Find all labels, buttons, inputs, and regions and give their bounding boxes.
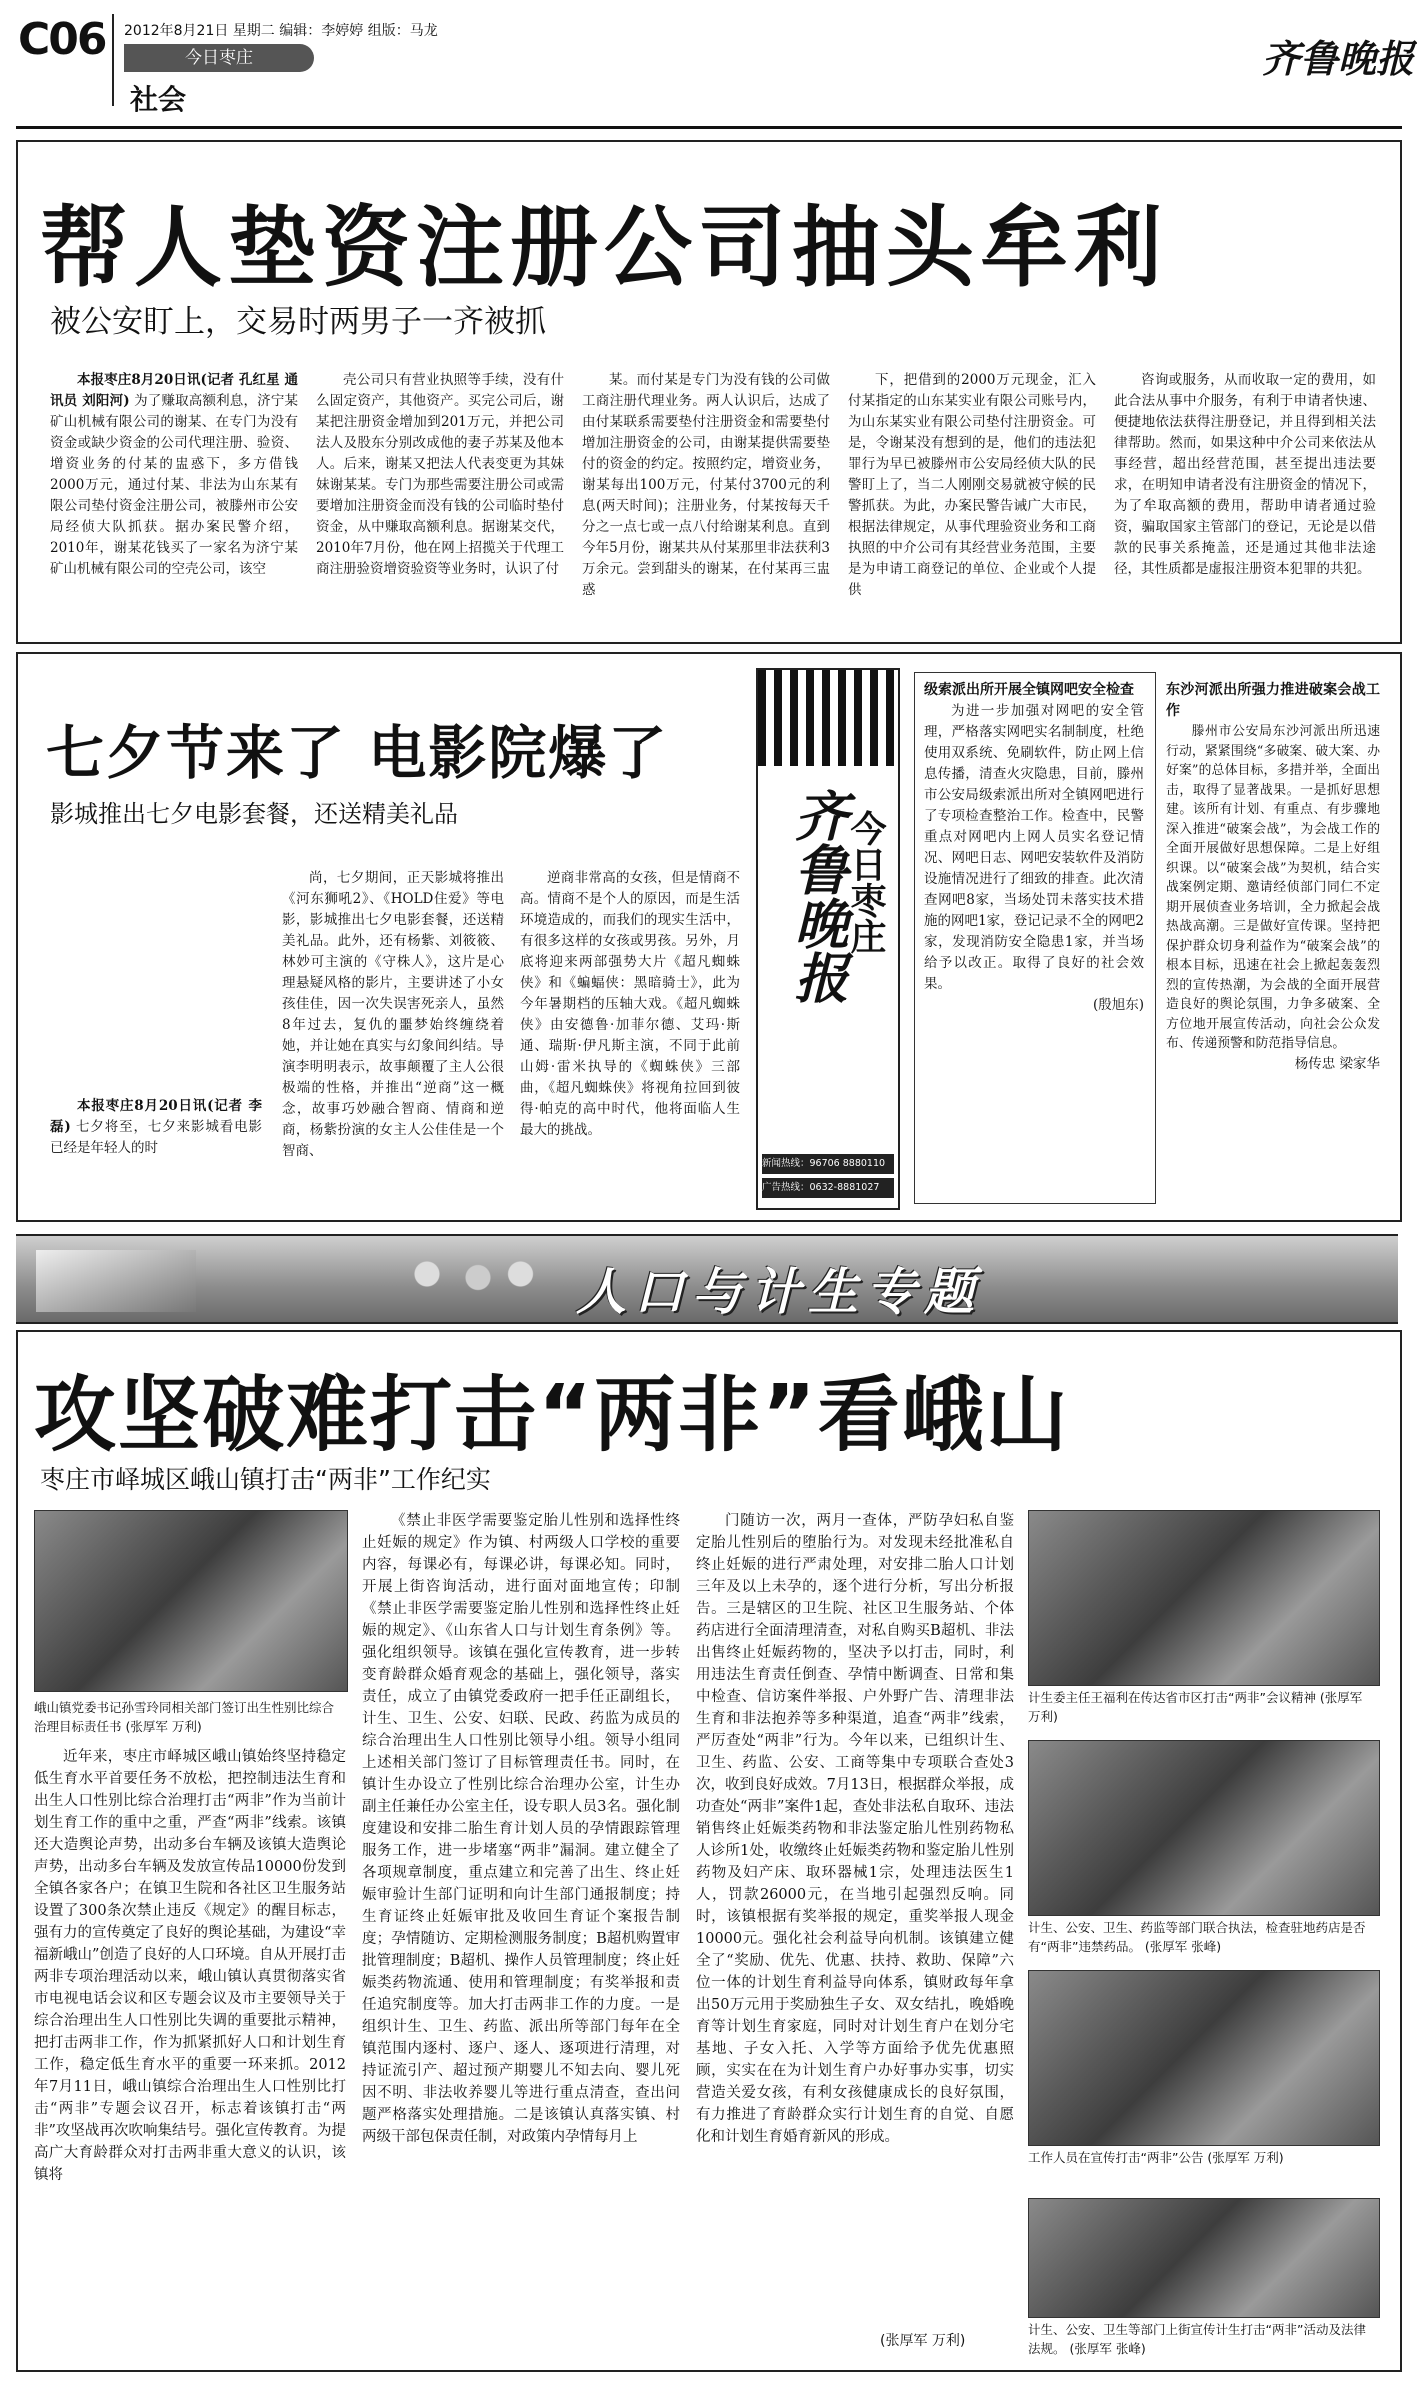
story1-col-5 bbox=[1114, 370, 1376, 630]
story2-text-2: 尚，七夕期间，正天影城将推出《河东狮吼2》、《HOLD住爱》等电影，影城推出七夕电影套餐，还送精美礼品。此外，还有杨紫、刘筱筱、林妙可主演的《守株人》，这片是心理悬疑风格的影片，主要讲述了小女孩佳佳，因一次失误害死亲人，虽然8年过去，复仇的噩梦始终缠绕着她，并让她在真实与幻象间纠结。导演李明明表示，故事颠覆了主人公很极端的性格，并推出“逆商”这一概念，故事巧妙融合智商、情商和逆商，杨紫扮演的女主人公佳佳是一个智商、 bbox=[282, 870, 504, 1159]
vertical-divider bbox=[112, 14, 114, 106]
brief2 bbox=[1166, 680, 1380, 1202]
story3-text-1: 近年来，枣庄市峄城区峨山镇始终坚持稳定低生育水平首要任务不放松，把控制违法生育和出生人口性别比综合治理打击“两非”作为当前计划生育工作的重中之重，严查“两非”线索。该镇还大造舆论声势，出动多台车辆及该镇大造舆论声势，出动多台车辆及发放宣传品10000份发到全镇各家各户；在镇卫生院和各社区卫生服务站设置了300条次禁止违反《规定》的醒目标志，强有力的宣传奠定了良好的舆论基础，为建设“幸福新峨山”创造了良好的人口环境。自从开展打击两非专项治理活动以来，峨山镇认真贯彻落实省市电视电话会议和区专题会议及市主要领导关于综合治理出生人口性别比失调的重要批示精神，把打击两非工作，作为抓紧抓好人口和计划生育工作，稳定低生育水平的重要一环来抓。2012年7月11日，峨山镇综合治理出生人口性别比打击“两非”专题会议召开，标志着该镇打击“两非”攻坚战再次吹响集结号。强化宣传教育。为提高广大育龄群众对打击两非重大意义的认识，该镇将 bbox=[34, 1749, 346, 2183]
brief1-author: (殷旭东) bbox=[1092, 997, 1144, 1013]
masthead bbox=[0, 0, 1417, 120]
story3-photo-3-caption: 计生、公安、卫生、药监等部门联合执法，检查驻地药店是否有“两非”违禁药品。 (张厚军 张峰) bbox=[1028, 1920, 1366, 1954]
brief1-title: 级索派出所开展全镇网吧安全检查 bbox=[924, 682, 1134, 698]
banner-house-image bbox=[36, 1250, 196, 1312]
brief1 bbox=[924, 680, 1144, 1198]
story2-col-2 bbox=[282, 868, 504, 1208]
story3-photo-4-caption: 工作人员在宣传打击“两非”公告 (张厚军 万利) bbox=[1028, 2150, 1284, 2165]
story3-photo-4 bbox=[1028, 1970, 1380, 2146]
story3-text-2: 《禁止非医学需要鉴定胎儿性别和选择性终止妊娠的规定》作为镇、村两级人口学校的重要内容，每课必有，每课必讲，每课必知。同时，开展上街咨询活动，进行面对面地宣传；印制《禁止非医学需要鉴定胎儿性别和选择性终止妊娠的规定》、《山东省人口与计划生育条例》等。强化组织领导。该镇在强化宣传教育，进一步转变育龄群众婚育观念的基础上，强化领导，落实责任，成立了由镇党委政府一把手任正副组长，计生、卫生、公安、妇联、民政、药监为成员的综合治理出生人口性别比领导小组。领导小组同上述相关部门签订了目标管理责任书。同时，在镇计生办设立了性别比综合治理办公室，计生办副主任兼任办公室主任，设专职人员3名。强化制度建设和安排二胎生育计划人员的孕情跟踪管理服务工作，进一步堵塞“两非”漏洞。建立健全了各项规章制度，重点建立和完善了出生、终止妊娠审验计生部门证明和向计生部门通报制度；持生育证终止妊娠审批及收回生育证个案报告制度；孕情随访、定期检测服务制度；B超机购置审批管理制度；B超机、操作人员管理制度；终止妊娠类药物流通、使用和管理制度；有奖举报和责任追究制度等。加大打击两非工作的力度。一是组织计生、卫生、药监、派出所等部门每年在全镇范围内逐村、逐户、逐人、逐项进行清理，对持证流引产、超过预产期婴儿不知去向、婴儿死因不明、非法收养婴儿等进行重点清查，查出问题严格落实处理措施。二是该镇认真落实镇、村两级干部包保责任制，对政策内孕情每月上 bbox=[362, 1513, 680, 2145]
section-title: 社会 bbox=[130, 83, 187, 116]
story3-photo-1 bbox=[34, 1510, 348, 1692]
story3-text-3: 门随访一次，两月一查体，严防孕妇私自鉴定胎儿性别后的堕胎行为。对发现未经批准私自终止妊娠的进行严肃处理，对安排二胎人口计划三年及以上未孕的，逐个进行分析，写出分析报告。三是辖区的卫生院、社区卫生服务站、个体药店进行全面清理清查，对私自购买B超机、非法出售终止妊娠药物的，坚决予以打击，同时，利用违法生育责任倒查、孕情中断调查、日常和集中检查、信访案件举报、户外野广告、清理非法生育和非法抱养等多种渠道，追查“两非”线索，严厉查处“两非”行为。今年以来，已组织计生、卫生、药监、公安、工商等集中专项联合查处3次，收到良好成效。7月13日，根据群众举报，成功查处“两非”案件1起，查处非法私自取环、违法销售终止妊娠类药物和非法鉴定胎儿性别药物私人诊所1处，收缴终止妊娠类药物和鉴定胎儿性别药物及妇产床、取环器械1宗，处理违法医生1人，罚款26000元，在当地引起强烈反响。同时，该镇根据有奖举报的规定，重奖举报人现金10000元。强化社会利益导向机制。该镇建立健全了“奖励、优先、优惠、扶持、救助、保障”六位一体的计划生育利益导向体系，镇财政每年拿出50万元用于奖励独生子女、双女结扎，晚婚晚育等计划生育家庭，同时对计划生育户在划分宅基地、子女入托、入学等方面给予优先优惠照顾，实实在在为计划生育户办好事办实事，切实营造关爱女孩，有利女孩健康成长的良好氛围，有力推进了育龄群众实行计划生育的自觉、自愿化和计划生育婚育新风的形成。 bbox=[696, 1513, 1014, 2145]
story1-text-5: 咨询或服务，从而收取一定的费用，如此合法从事中介服务，有利于申请者快速、便捷地依法获得注册登记，并且得到相关法律帮助。然而，如果这种中介公司来依法从事经营，超出经营范围，甚至提出违法要求，在明知申请者没有注册资金的情况下，为了牟取高额的费用，帮助申请者通过验资，骗取国家主管部门的登记，无论是以借款的民事关系掩盖，还是通过其他非法途径，其性质都是虚报注册资本犯罪的共犯。 bbox=[1114, 372, 1376, 577]
story3-photo-2-caption: 计生委主任王福利在传达省市区打击“两非”会议精神 (张厚军 万利) bbox=[1028, 1690, 1363, 1724]
banner-title: 人口与计生专题 bbox=[576, 1263, 982, 1321]
brief2-body: 滕州市公安局东沙河派出所迅速行动，紧紧围绕“多破案、破大案、办好案”的总体目标，多措并举，全面出击，取得了显著战果。一是抓好思想建。该所有计划、有重点、有步骤地深入推进“破案会战”，为会战工作的全面开展做好思想保障。二是上好组织课。以“破案会战”为契机，结合实战案例定期、邀请经侦部门同仁不定期开展侦查业务培训，全力掀起会战热战高潮。三是做好宣传课。坚持把保护群众切身利益作为“破案会战”的根本目标，迅速在社会上掀起轰轰烈烈的宣传热潮，为会战的全面开展营造良好的舆论氛围，力争多破案、全方位地开展宣传活动，向社会公众发布、传递预警和防范指导信息。 bbox=[1166, 724, 1380, 1051]
story1-text-4: 下，把借到的2000万元现金，汇入付某指定的山东某实业有限公司账号内，为山东某实业有限公司垫付注册资金。可是，令谢某没有想到的是，他们的违法犯罪行为早已被滕州市公安局经侦大队的民警盯上了，当二人刚刚交易就被守候的民警抓获。为此，办案民警告诫广大市民，根据法律规定，从事代理验资业务和工商执照的中介公司有其经营业务范围，主要是为申请工商登记的单位、企业或个人提供 bbox=[848, 372, 1096, 598]
story2-col-3 bbox=[520, 868, 740, 1208]
story2-title: 七夕节来了 电影院爆了 bbox=[46, 719, 669, 787]
story3-col-3 bbox=[696, 1510, 1014, 2330]
ad-news-hotline: 新闻热线：96706 8880110 bbox=[762, 1154, 894, 1174]
brief2-author: 杨传忠 梁家华 bbox=[1294, 1055, 1380, 1072]
story1-col-2 bbox=[316, 370, 564, 630]
ad-paper-name: 齐鲁晚报 bbox=[786, 788, 850, 1004]
story1-col-4 bbox=[848, 370, 1096, 630]
story3-subtitle: 枣庄市峄城区峨山镇打击“两非”工作纪实 bbox=[40, 1465, 491, 1494]
story2-text-1: 七夕将至，七夕来影城看电影已经是年轻人的时 bbox=[50, 1119, 262, 1156]
section-tag: 今日枣庄 bbox=[124, 44, 314, 72]
ad-city: 今日枣庄 bbox=[845, 810, 886, 954]
story3-col3-author: (张厚军 万利) bbox=[880, 2333, 966, 2349]
brief2-title: 东沙河派出所强力推进破案会战工作 bbox=[1166, 682, 1380, 719]
story3-photo-3 bbox=[1028, 1740, 1380, 1916]
story3-col-1 bbox=[34, 1746, 346, 2358]
story1-text-2: 壳公司只有营业执照等手续，没有什么固定资产，其他资产。买完公司后，谢某把注册资金增加到201万元，并把公司法人及股东分别改成他的妻子苏某及他本人。后来，谢某又把法人代表变更为其妹妹谢某某。专门为那些需要注册公司或需要增加注册资金而没有钱的公司临时垫付资金，从中赚取高额利息。据谢某交代，2010年7月份，他在网上招揽关于代理工商注册验资增资验资等业务时，认识了付 bbox=[316, 372, 564, 577]
story1-byline: 本报枣庄8月20日讯(记者 孔红星 通讯员 刘阳河) bbox=[50, 372, 298, 409]
ad-block bbox=[756, 668, 900, 1210]
story3-photo-5-caption: 计生、公安、卫生等部门上街宣传计生打击“两非”活动及法律法规。 (张厚军 张峰) bbox=[1028, 2322, 1366, 2356]
story2-text-3: 逆商非常高的女孩，但是情商不高。情商不是个人的原因，而是生活环境造成的，而我们的现实生活中，有很多这样的女孩或男孩。另外，月底将迎来两部强势大片《超凡蜘蛛侠》和《蝙蝠侠：黑暗骑士》，此为今年暑期档的压轴大戏。《超凡蜘蛛侠》由安德鲁·加菲尔德、艾玛·斯通、瑞斯·伊凡斯主演，不同于此前山姆·雷米执导的《蜘蛛侠》三部曲，《超凡蜘蛛侠》将视角拉回到彼得·帕克的高中时代，他将面临人生最大的挑战。 bbox=[520, 870, 740, 1138]
banner-family-image bbox=[376, 1246, 546, 1316]
story1-subtitle: 被公安盯上，交易时两男子一齐被抓 bbox=[50, 304, 546, 340]
story2-byline: 本报枣庄8月20日讯(记者 李磊) bbox=[50, 1098, 262, 1135]
story1-col-1 bbox=[50, 370, 298, 630]
story1-text-3: 某。而付某是专门为没有钱的公司做工商注册代理业务。两人认识后，达成了由付某联系需要垫付注册资金和需要垫付增加注册资金的公司，由谢某提供需要垫付的资金的约定。按照约定，增资业务，谢某每出100万元，付某付3700元的利息(两天时间)；注册业务，付某按每天千分之一点七或一点八付给谢某利息。直到今年5月份，谢某共从付某那里非法获利3万余元。尝到甜头的谢某，在付某再三盅惑 bbox=[582, 372, 830, 598]
story3-photo-1-caption: 峨山镇党委书记孙雪玲同相关部门签订出生性别比综合治理目标责任书 (张厚军 万利) bbox=[34, 1700, 335, 1734]
story1-col-3 bbox=[582, 370, 830, 630]
masthead-rule bbox=[16, 126, 1402, 129]
topic-banner bbox=[16, 1234, 1398, 1324]
story3-photo-5 bbox=[1028, 2198, 1380, 2318]
date-line: 2012年8月21日 星期二 编辑：李婷婷 组版：马龙 bbox=[124, 23, 438, 39]
story3-col-2 bbox=[362, 1510, 680, 2358]
story2-subtitle: 影城推出七夕电影套餐，还送精美礼品 bbox=[50, 800, 458, 828]
story1-title: 帮人垫资注册公司抽头牟利 bbox=[40, 196, 1169, 299]
story2-col-1 bbox=[50, 1096, 262, 1208]
ad-decoration bbox=[758, 670, 898, 766]
brief1-body: 为进一步加强对网吧的安全管理，严格落实网吧实名制制度，杜绝使用双系统、免刷软件，防止网上信息传播，清查火灾隐患，目前，滕州市公安局级索派出所对全镇网吧进行了专项检查整治工作。检查中，民警重点对网吧内上网人员实名登记情况、网吧日志、网吧安装软件及消防设施情况进行了细致的排查。此次清查网吧8家，当场处罚未落实技术措施的网吧1家，登记记录不全的网吧2家，发现消防安全隐患1家，并当场给予以改正。取得了良好的社会效果。 bbox=[924, 703, 1144, 992]
story3-title: 攻坚破难打击“两非”看峨山 bbox=[34, 1368, 1070, 1463]
story3-photo-2 bbox=[1028, 1510, 1380, 1686]
paper-logo: 齐鲁晚报 bbox=[1262, 36, 1415, 81]
page-code: C06 bbox=[18, 14, 106, 65]
ad-ad-hotline: 广告热线：0632-8881027 bbox=[762, 1178, 894, 1198]
story1-text-1: 为了赚取高额利息，济宁某矿山机械有限公司的谢某、在专门为没有资金或缺少资金的公司代理注册、验资、增资业务的付某的盅惑下，多方借钱2000万元，通过付某、非法为山东某有限公司垫付资金注册公司，被滕州市公安局经侦大队抓获。据办案民警介绍，2010年，谢某花钱买了一家名为济宁某矿山机械有限公司的空壳公司，该空 bbox=[50, 393, 298, 577]
